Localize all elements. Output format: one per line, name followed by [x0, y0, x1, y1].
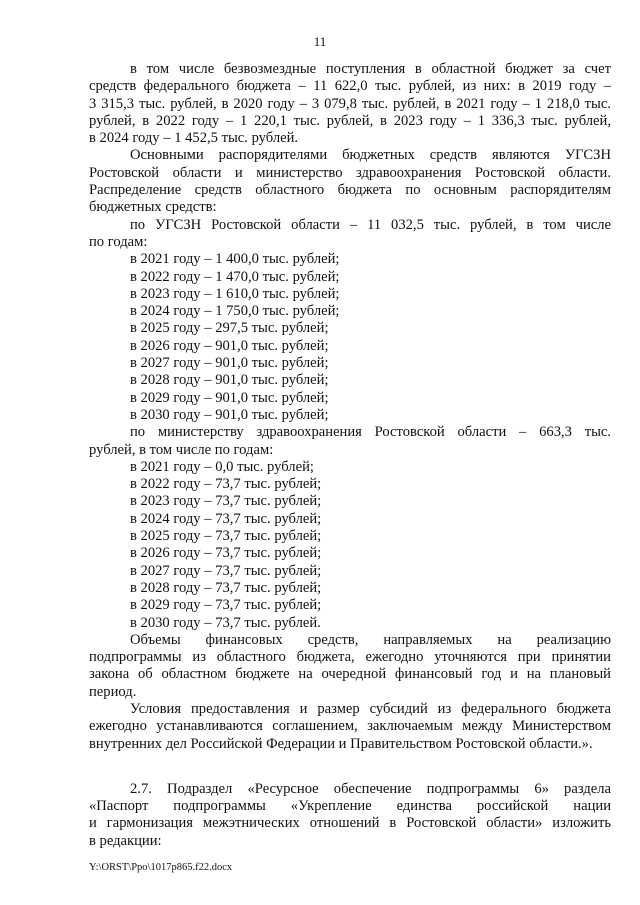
- list-item: в 2022 году – 73,7 тыс. рублей;: [130, 476, 322, 493]
- text-line: 3 315,3 тыс. рублей, в 2020 году – 3 079,8 тыс. рублей, в 2021 году – 1 218,0 тыс.: [89, 95, 611, 112]
- text-line: по министерству здравоохранения Ростовской области – 663,3 тыс.: [130, 424, 611, 441]
- text-line: подпрограммы из областного бюджета, ежегодно уточняются при принятии: [89, 649, 611, 666]
- text-line: 2.7. Подраздел «Ресурсное обеспечение подпрограммы 6» раздела: [130, 780, 611, 797]
- list-item: в 2029 году – 73,7 тыс. рублей;: [130, 597, 322, 614]
- list-item: в 2027 году – 901,0 тыс. рублей;: [130, 355, 329, 372]
- list-item: в 2025 году – 297,5 тыс. рублей;: [130, 320, 329, 337]
- list-item: в 2023 году – 73,7 тыс. рублей;: [130, 493, 322, 510]
- paragraph-funding-volumes: [89, 632, 611, 701]
- list-item: в 2021 году – 1 400,0 тыс. рублей;: [130, 251, 340, 268]
- list-item: в 2030 году – 73,7 тыс. рублей.: [130, 614, 321, 631]
- text-line: Объемы финансовых средств, направляемых на реализацию: [130, 631, 611, 648]
- text-line: в том числе безвозмездные поступления в областной бюджет за счет: [130, 61, 611, 77]
- text-line: по УГСЗН Ростовской области – 11 032,5 тыс. рублей, в том числе: [130, 216, 611, 233]
- text-line: рублей, в том числе по годам:: [89, 441, 274, 458]
- text-line: Основными распорядителями бюджетных средств являются УГСЗН: [130, 147, 611, 164]
- paragraph-budget-managers: [89, 147, 611, 216]
- list-item: в 2022 году – 1 470,0 тыс. рублей;: [130, 268, 340, 285]
- text-line: Распределение средств областного бюджета по основным распорядителям: [89, 182, 611, 199]
- text-line: закона об областном бюджете на очередной финансовый год и на плановый: [89, 666, 611, 683]
- list-item: в 2029 году – 901,0 тыс. рублей;: [130, 389, 329, 406]
- list-item: в 2024 году – 73,7 тыс. рублей;: [130, 510, 322, 527]
- list-item: в 2026 году – 901,0 тыс. рублей;: [130, 337, 329, 354]
- text-line: и гармонизация межэтнических отношений в Ростовской области» изложить: [89, 815, 611, 832]
- list-item: в 2021 году – 0,0 тыс. рублей;: [130, 458, 314, 475]
- text-line: Ростовской области и министерство здравоохранения Ростовской области.: [89, 164, 611, 181]
- text-line: в 2024 году – 1 452,5 тыс. рублей.: [89, 130, 299, 147]
- list-item: в 2028 году – 901,0 тыс. рублей;: [130, 372, 329, 389]
- text-line: рублей, в 2022 году – 1 220,1 тыс. рублей, в 2023 году – 1 336,3 тыс. рублей,: [89, 112, 611, 129]
- paragraph-section-2-7: [89, 781, 611, 850]
- paragraph-health-ministry-total: [89, 424, 611, 459]
- text-line: в редакции:: [89, 832, 162, 849]
- text-line: бюджетных средств:: [89, 199, 217, 216]
- text-line: по годам:: [89, 233, 148, 250]
- health-ministry-yearly-list: [89, 459, 611, 632]
- page-number: 11: [313, 34, 327, 49]
- list-item: в 2025 году – 73,7 тыс. рублей;: [130, 528, 322, 545]
- document-body: [89, 61, 611, 850]
- paragraph-spacer: [89, 753, 611, 781]
- text-line: ежегодно устанавливаются соглашением, заключаемым между Министерством: [89, 718, 611, 735]
- list-item: в 2024 году – 1 750,0 тыс. рублей;: [130, 303, 340, 320]
- list-item: в 2026 году – 73,7 тыс. рублей;: [130, 545, 322, 562]
- text-line: «Паспорт подпрограммы «Укрепление единства российской нации: [89, 798, 611, 815]
- list-item: в 2023 году – 1 610,0 тыс. рублей;: [130, 285, 340, 302]
- list-item: в 2027 году – 73,7 тыс. рублей;: [130, 562, 322, 579]
- list-item: в 2028 году – 73,7 тыс. рублей;: [130, 579, 322, 596]
- text-line: средств федерального бюджета – 11 622,0 тыс. рублей, из них: в 2019 году –: [89, 78, 611, 95]
- paragraph-ugszn-total: [89, 217, 611, 252]
- ugszn-yearly-list: [89, 251, 611, 424]
- document-file-path: Y:\ORST\Ppo\1017p865.f22.docx: [89, 862, 233, 873]
- paragraph-federal-funds: [89, 61, 611, 147]
- text-line: Условия предоставления и размер субсидий из федерального бюджета: [130, 700, 611, 717]
- list-item: в 2030 году – 901,0 тыс. рублей;: [130, 406, 329, 423]
- paragraph-subsidy-conditions: [89, 701, 611, 753]
- text-line: период.: [89, 683, 137, 700]
- text-line: внутренних дел Российской Федерации и Правительством Ростовской области.».: [89, 735, 593, 752]
